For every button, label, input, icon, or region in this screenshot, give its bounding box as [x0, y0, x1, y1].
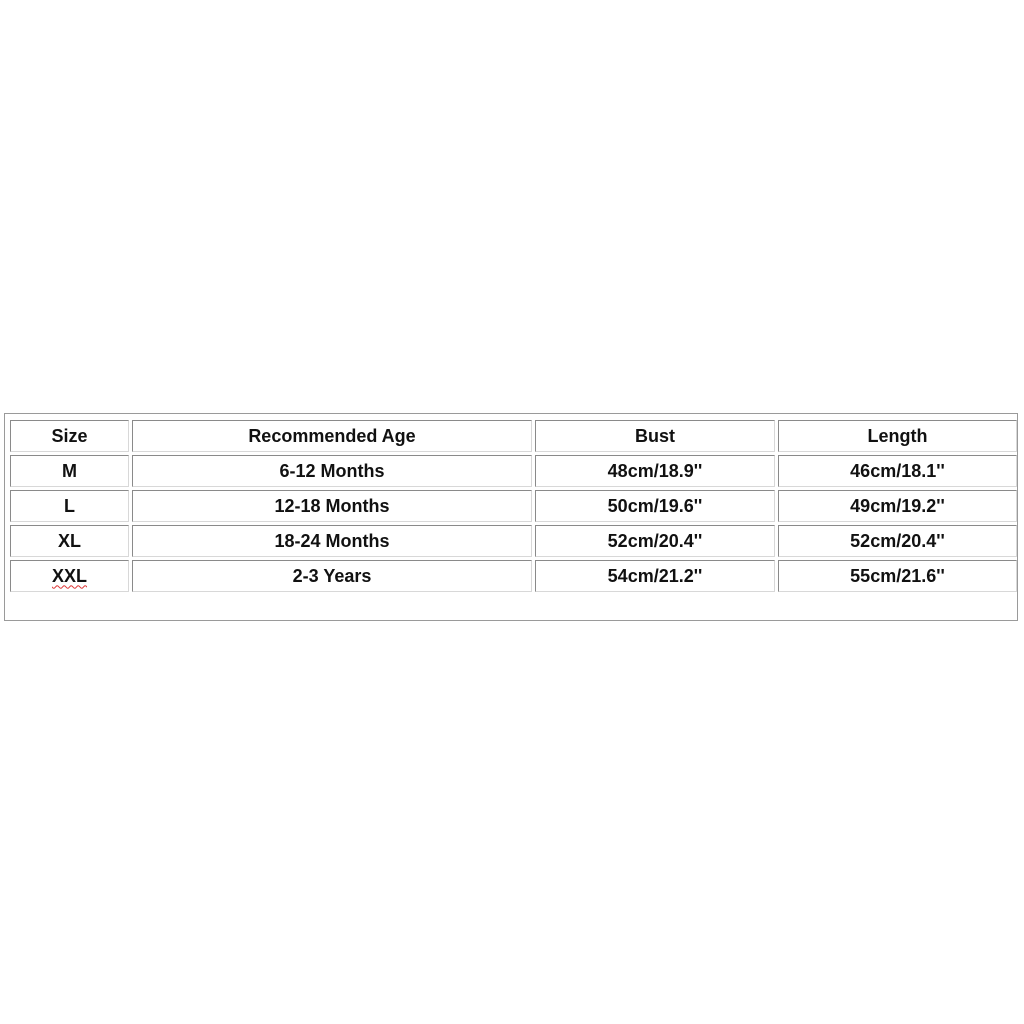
length-cell: 52cm/20.4''	[778, 525, 1017, 557]
bust-cell: 54cm/21.2''	[535, 560, 775, 592]
table-row	[10, 490, 1017, 522]
size-label: XXL	[51, 565, 87, 586]
length-cell: 49cm/19.2''	[778, 490, 1017, 522]
size-cell: XL	[10, 525, 129, 557]
header-recommended-age: Recommended Age	[132, 420, 532, 452]
length-cell: 55cm/21.6''	[778, 560, 1017, 592]
bust-cell: 52cm/20.4''	[535, 525, 775, 557]
bust-cell: 50cm/19.6''	[535, 490, 775, 522]
size-chart-table	[7, 417, 1020, 595]
size-cell: M	[10, 455, 129, 487]
bust-cell: 48cm/18.9''	[535, 455, 775, 487]
table-row	[10, 455, 1017, 487]
age-cell: 12-18 Months	[132, 490, 532, 522]
table-row	[10, 560, 1017, 592]
age-cell: 18-24 Months	[132, 525, 532, 557]
length-cell: 46cm/18.1''	[778, 455, 1017, 487]
age-cell: 2-3 Years	[132, 560, 532, 592]
table-row	[10, 525, 1017, 557]
header-size: Size	[10, 420, 129, 452]
header-bust: Bust	[535, 420, 775, 452]
header-length: Length	[778, 420, 1017, 452]
size-cell	[10, 560, 129, 592]
header-row	[10, 420, 1017, 452]
size-chart	[4, 413, 1018, 621]
size-cell: L	[10, 490, 129, 522]
age-cell: 6-12 Months	[132, 455, 532, 487]
